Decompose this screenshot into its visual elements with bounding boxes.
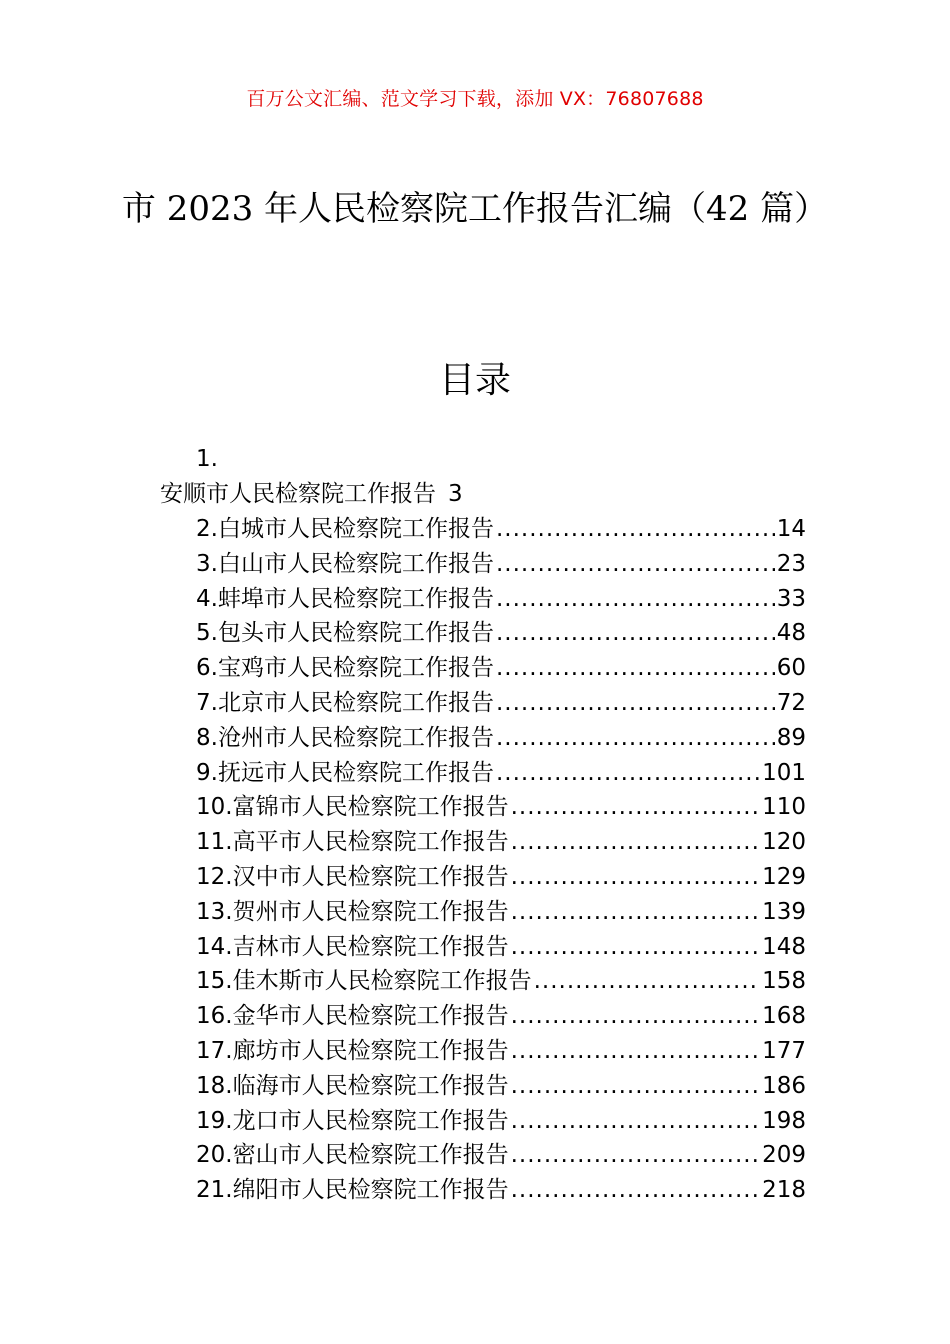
dot-leader — [496, 686, 775, 721]
toc-entry[interactable] — [196, 1138, 806, 1173]
toc-entry-title: 7.北京市人民检察院工作报告 — [196, 689, 494, 716]
toc-entry-page: 60 — [776, 655, 806, 682]
toc-entry-page: 158 — [762, 968, 806, 995]
toc-entry-page: 33 — [776, 585, 806, 612]
dot-leader — [511, 825, 761, 860]
toc-entry-page: 110 — [762, 794, 806, 821]
toc-entry[interactable] — [196, 721, 806, 756]
dot-leader — [511, 1034, 761, 1069]
dot-leader — [496, 721, 775, 756]
toc-entry-title: 8.沧州市人民检察院工作报告 — [196, 724, 494, 751]
toc-entry-page: 23 — [776, 550, 806, 577]
toc-entry-number: 1. — [196, 446, 218, 472]
toc-entry-page: 3 — [448, 481, 463, 507]
toc-entry-title: 14.吉林市人民检察院工作报告 — [196, 933, 509, 960]
toc-entry-page: 177 — [762, 1037, 806, 1064]
toc-entry-title: 9.抚远市人民检察院工作报告 — [196, 759, 494, 786]
toc-entry[interactable] — [196, 547, 806, 582]
document-title: 市 2023 年人民检察院工作报告汇编（42 篇） — [121, 189, 829, 229]
toc-entry[interactable] — [196, 756, 806, 791]
toc-entry-page: 198 — [762, 1107, 806, 1134]
toc-entry[interactable] — [196, 616, 806, 651]
dot-leader — [511, 1138, 761, 1173]
toc-entry-title: 19.龙口市人民检察院工作报告 — [196, 1107, 509, 1134]
table-of-contents — [196, 512, 806, 1208]
toc-entry[interactable] — [196, 582, 806, 617]
dot-leader — [511, 860, 761, 895]
toc-entry-title: 10.富锦市人民检察院工作报告 — [196, 794, 509, 821]
toc-entry-title: 13.贺州市人民检察院工作报告 — [196, 898, 509, 925]
toc-entry-page: 120 — [762, 829, 806, 856]
toc-entry[interactable] — [196, 999, 806, 1034]
toc-entry[interactable] — [196, 930, 806, 965]
toc-entry[interactable] — [196, 1104, 806, 1139]
header-note: 百万公文汇编、范文学习下载，添加 VX：76807688 — [246, 88, 704, 110]
toc-entry-page: 48 — [776, 620, 806, 647]
toc-entry[interactable] — [196, 512, 806, 547]
toc-entry-title: 3.白山市人民检察院工作报告 — [196, 550, 494, 577]
toc-entry[interactable] — [196, 860, 806, 895]
toc-entry-page: 186 — [762, 1072, 806, 1099]
dot-leader — [511, 999, 761, 1034]
toc-entry-page: 14 — [776, 516, 806, 542]
toc-entry-title: 21.绵阳市人民检察院工作报告 — [196, 1177, 509, 1204]
toc-entry[interactable] — [196, 651, 806, 686]
toc-entry-title: 2.白城市人民检察院工作报告 — [196, 516, 494, 542]
dot-leader — [534, 964, 761, 999]
dot-leader — [496, 756, 760, 791]
toc-entry-title: 17.廊坊市人民检察院工作报告 — [196, 1037, 509, 1064]
toc-entry-page: 101 — [762, 759, 806, 786]
dot-leader — [496, 616, 775, 651]
toc-entry-title: 20.密山市人民检察院工作报告 — [196, 1142, 509, 1169]
toc-entry-title: 16.金华市人民检察院工作报告 — [196, 1003, 509, 1030]
dot-leader — [496, 512, 775, 547]
dot-leader — [496, 582, 775, 617]
toc-entry-title: 12.汉中市人民检察院工作报告 — [196, 863, 509, 890]
toc-entry-page: 89 — [776, 724, 806, 751]
toc-entry-title: 18.临海市人民检察院工作报告 — [196, 1072, 509, 1099]
toc-entry-title: 15.佳木斯市人民检察院工作报告 — [196, 968, 532, 995]
toc-entry-title: 6.宝鸡市人民检察院工作报告 — [196, 655, 494, 682]
toc-entry-title: 4.蚌埠市人民检察院工作报告 — [196, 585, 494, 612]
dot-leader — [511, 895, 761, 930]
toc-entry-page: 218 — [762, 1177, 806, 1204]
toc-entry[interactable] — [196, 1173, 806, 1208]
toc-entry-1[interactable] — [160, 442, 463, 512]
toc-entry-title: 安顺市人民检察院工作报告 3 — [160, 481, 463, 507]
toc-entry[interactable] — [196, 964, 806, 999]
toc-entry[interactable] — [196, 895, 806, 930]
toc-entry-page: 72 — [776, 689, 806, 716]
dot-leader — [511, 1069, 761, 1104]
toc-entry[interactable] — [196, 1069, 806, 1104]
toc-entry-page: 139 — [762, 898, 806, 925]
toc-heading: 目录 — [438, 360, 511, 401]
dot-leader — [511, 1173, 761, 1208]
dot-leader — [511, 1104, 761, 1139]
toc-entry-title: 5.包头市人民检察院工作报告 — [196, 620, 494, 647]
dot-leader — [496, 651, 775, 686]
toc-entry-page: 129 — [762, 863, 806, 890]
dot-leader — [496, 547, 775, 582]
dot-leader — [511, 790, 761, 825]
toc-entry-title: 11.高平市人民检察院工作报告 — [196, 829, 509, 856]
toc-entry[interactable] — [196, 1034, 806, 1069]
toc-entry-page: 148 — [762, 933, 806, 960]
toc-entry-page: 168 — [762, 1003, 806, 1030]
toc-entry[interactable] — [196, 825, 806, 860]
toc-entry-page: 209 — [762, 1142, 806, 1169]
dot-leader — [511, 930, 761, 965]
toc-entry[interactable] — [196, 686, 806, 721]
toc-entry[interactable] — [196, 790, 806, 825]
